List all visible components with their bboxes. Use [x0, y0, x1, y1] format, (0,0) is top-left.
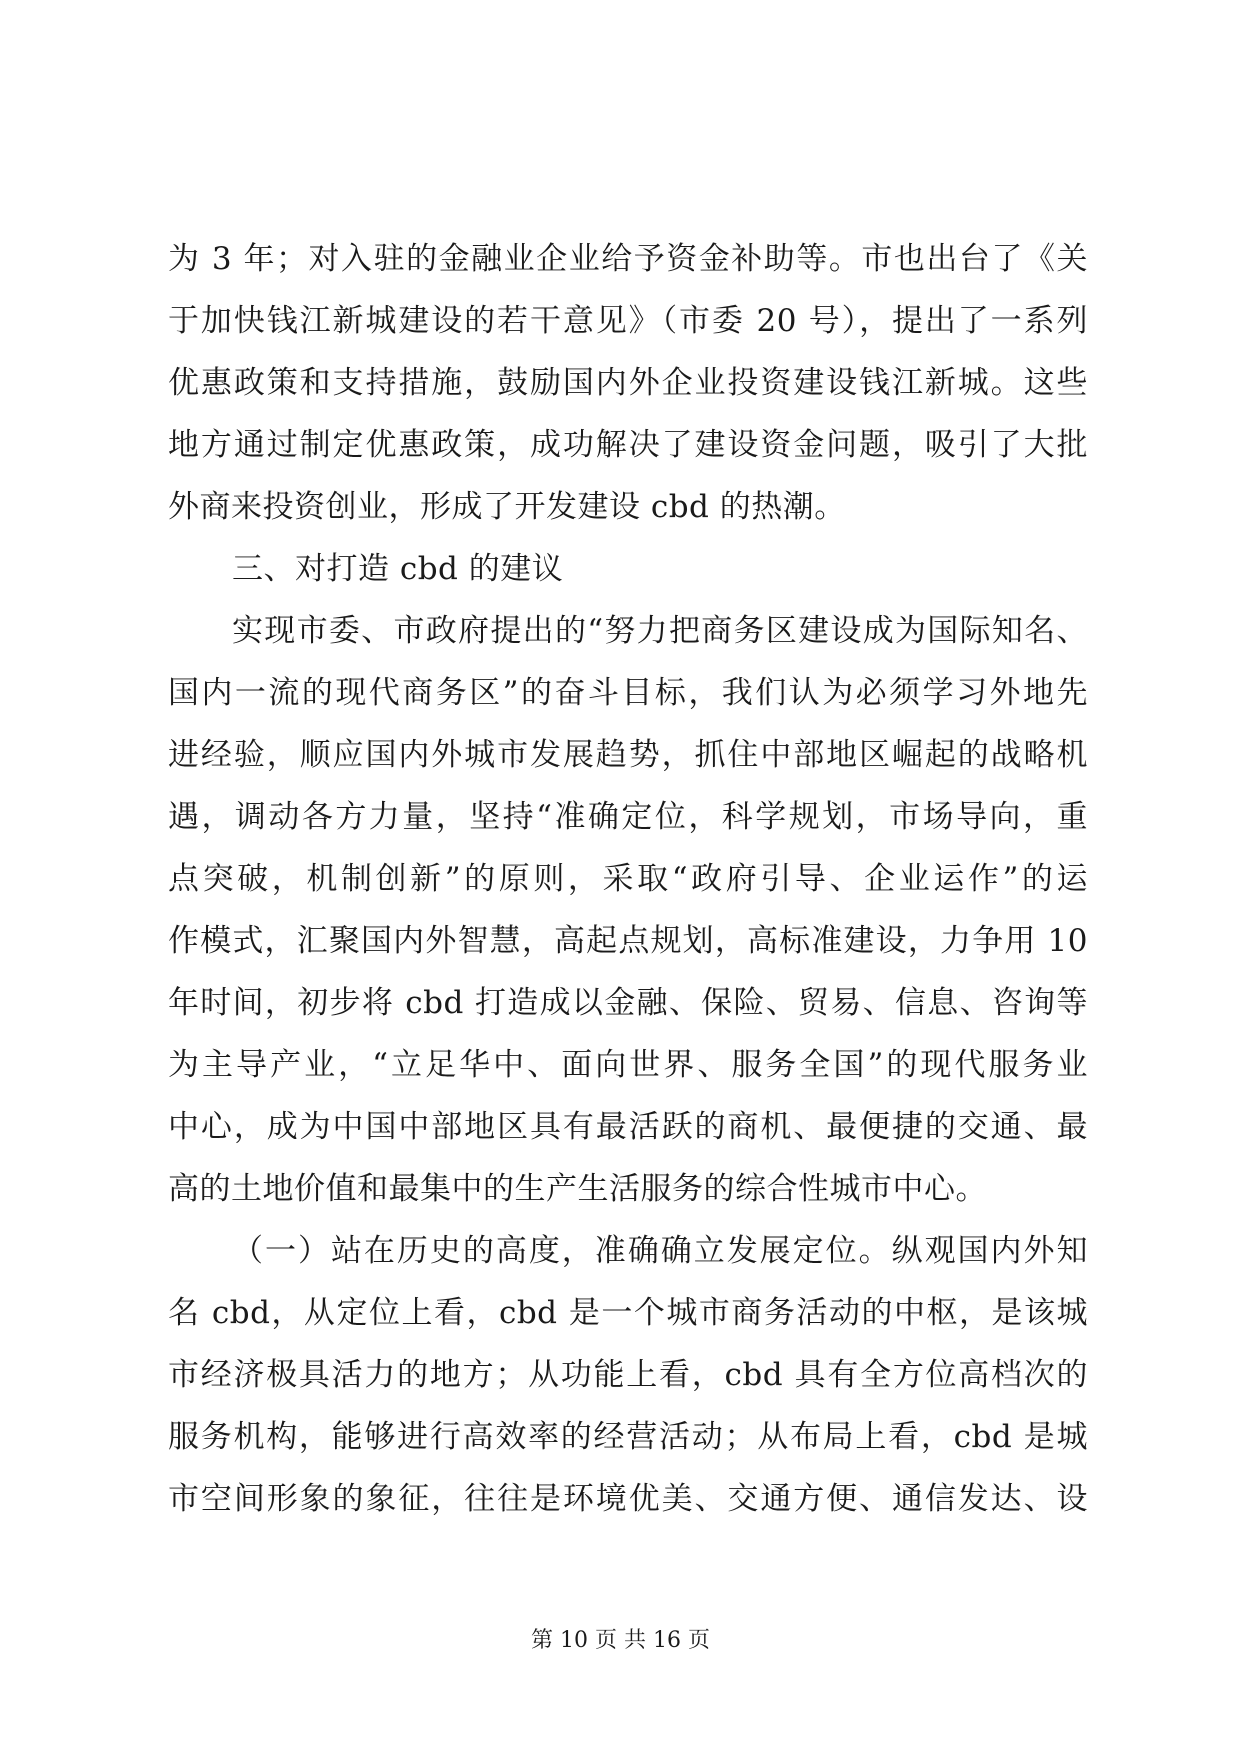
text-line: 实现市委、市政府提出的“努力把商务区建设成为国际知名、: [232, 613, 1088, 649]
text-line: 为 3 年；对入驻的金融业企业给予资金补助等。市也出台了《关: [168, 241, 1088, 277]
text-line: 市空间形象的象征，往往是环境优美、交通方便、通信发达、设: [168, 1481, 1088, 1517]
text-line: 遇，调动各方力量，坚持“准确定位，科学规划，市场导向，重: [168, 799, 1088, 835]
text-line: 点突破，机制创新”的原则，采取“政府引导、企业运作”的运: [168, 861, 1088, 897]
body-text: [168, 228, 1088, 1530]
text-line: 高的土地价值和最集中的生产生活服务的综合性城市中心。: [168, 1171, 987, 1207]
text-line: 市经济极具活力的地方；从功能上看，cbd 具有全方位高档次的: [168, 1357, 1088, 1393]
text-line: 中心，成为中国中部地区具有最活跃的商机、最便捷的交通、最: [168, 1109, 1088, 1145]
text-line: 为主导产业，“立足华中、面向世界、服务全国”的现代服务业: [168, 1047, 1088, 1083]
text-line: 地方通过制定优惠政策，成功解决了建设资金问题，吸引了大批: [168, 427, 1088, 463]
text-line: 于加快钱江新城建设的若干意见》（市委 20 号），提出了一系列: [168, 303, 1088, 339]
text-line: 服务机构，能够进行高效率的经营活动；从布局上看，cbd 是城: [168, 1419, 1088, 1455]
text-line: 进经验，顺应国内外城市发展趋势，抓住中部地区崛起的战略机: [168, 737, 1088, 773]
text-line: 名 cbd，从定位上看，cbd 是一个城市商务活动的中枢，是该城: [168, 1295, 1088, 1331]
section-heading: 三、对打造 cbd 的建议: [232, 551, 564, 587]
text-line: 外商来投资创业，形成了开发建设 cbd 的热潮。: [168, 489, 846, 525]
text-line: 国内一流的现代商务区”的奋斗目标，我们认为必须学习外地先: [168, 675, 1088, 711]
page-number-footer: 第 10 页 共 16 页: [531, 1628, 710, 1653]
text-line: 年时间，初步将 cbd 打造成以金融、保险、贸易、信息、咨询等: [168, 985, 1088, 1021]
text-line: （一）站在历史的高度，准确确立发展定位。纵观国内外知: [232, 1233, 1088, 1269]
text-line: 优惠政策和支持措施，鼓励国内外企业投资建设钱江新城。这些: [168, 365, 1088, 401]
text-line: 作模式，汇聚国内外智慧，高起点规划，高标准建设，力争用 10: [168, 923, 1088, 959]
